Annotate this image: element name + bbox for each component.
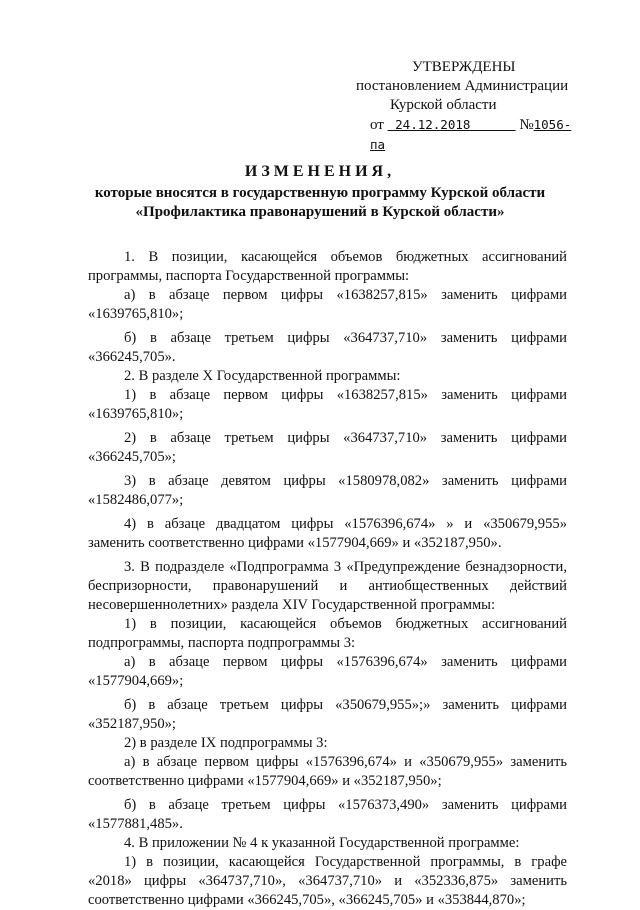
date-prefix: от: [370, 117, 384, 133]
paragraph: а) в абзаце первом цифры «1576396,674» заменить цифрами «1577904,669»;: [88, 654, 567, 689]
subtitle-line: «Профилактика правонарушений в Курской области»: [135, 204, 505, 220]
paragraph: 4. В приложении № 4 к указанной Государственной программе:: [124, 835, 520, 851]
paragraph: 4) в абзаце двадцатом цифры «1576396,674» » и «350679,955» заменить соответственно цифрами «1577904,669» и «352187,950».: [88, 516, 567, 551]
paragraph: а) в абзаце первом цифры «1638257,815» заменить цифрами «1639765,810»;: [88, 287, 567, 322]
paragraph: 1) в абзаце первом цифры «1638257,815» заменить цифрами «1639765,810»;: [88, 387, 567, 422]
approval-heading: УТВЕРЖДЕНЫ: [412, 59, 516, 75]
paragraph: а) в абзаце первом цифры «1576396,674» и «350679,955» заменить соответственно цифрами «1577904,669» и «352187,950»;: [88, 754, 567, 789]
approval-block: [356, 58, 586, 155]
paragraph: 1) в позиции, касающейся Государственной программы, в графе «2018» цифры «364737,710», «364737,710» и «352336,875» заменить соответственно цифрами «366245,705», «366245,705» и «353844,870»;: [88, 854, 567, 908]
paragraph: 2. В разделе Х Государственной программы:: [124, 368, 401, 384]
document-subtitle: [70, 184, 570, 222]
paragraph: б) в абзаце третьем цифры «364737,710» заменить цифрами «366245,705».: [88, 330, 567, 365]
paragraph: 1) в позиции, касающейся объемов бюджетных ассигнований подпрограммы, паспорта подпрограммы 3:: [88, 616, 567, 651]
document-title: ИЗМЕНЕНИЯ,: [244, 163, 396, 180]
paragraph: 3. В подразделе «Подпрограмма 3 «Предупреждение безнадзорности, беспризорности, правонарушений и антиобщественных действий несовершеннолетних» раздела XIV Государственной программы:: [88, 559, 567, 613]
approval-line: Курской области: [390, 97, 497, 113]
paragraph: б) в абзаце третьем цифры «350679,955»;» заменить цифрами «352187,950»;: [88, 697, 567, 732]
subtitle-line: которые вносятся в государственную программу Курской области: [94, 185, 546, 201]
paragraph: 1. В позиции, касающейся объемов бюджетных ассигнований программы, паспорта Государственной программы:: [88, 249, 567, 284]
paragraph: б) в абзаце третьем цифры «1576373,490» заменить цифрами «1577881,485».: [88, 797, 567, 832]
approval-line: постановлением Администрации: [356, 78, 569, 94]
approval-number: 1056-па: [370, 117, 572, 152]
approval-date-line: [356, 115, 586, 155]
document-body: [88, 248, 567, 910]
approval-date: 24.12.2018: [395, 117, 471, 132]
paragraph: 2) в разделе IX подпрограммы 3:: [124, 735, 328, 751]
paragraph: 3) в абзаце девятом цифры «1580978,082» заменить цифрами «1582486,077»;: [88, 473, 567, 508]
paragraph: 2) в абзаце третьем цифры «364737,710» заменить цифрами «366245,705»;: [88, 430, 567, 465]
number-prefix: №: [519, 117, 534, 133]
